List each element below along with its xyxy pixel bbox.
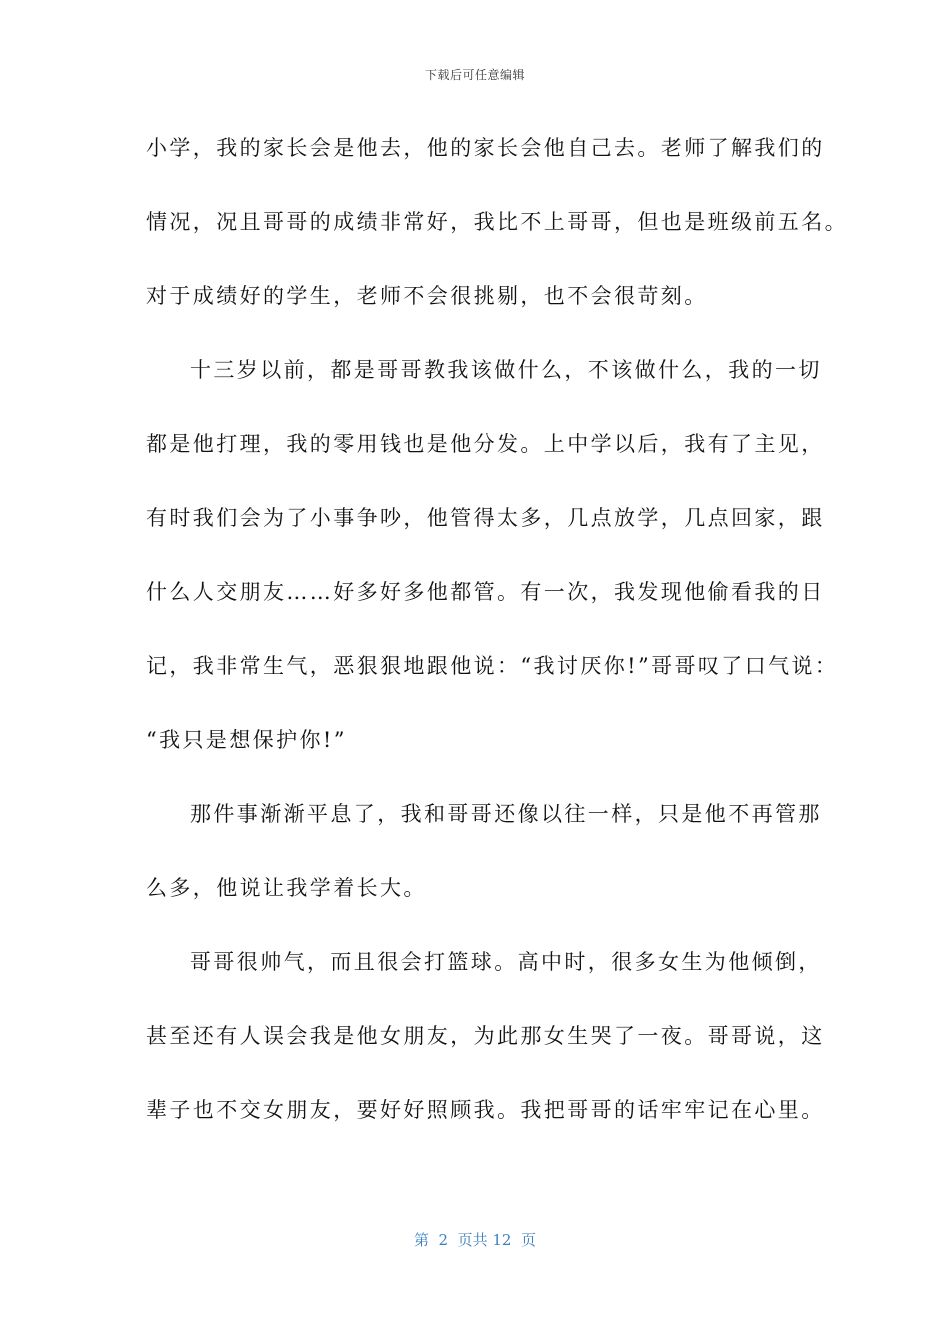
- text-line-7: 什么人交朋友……好多好多他都管。有一次，我发现他偷看我的日: [146, 580, 825, 604]
- text-line-4: 十三岁以前，都是哥哥教我该做什么，不该做什么，我的一切: [190, 358, 822, 382]
- page-header: 下载后可任意编辑: [424, 68, 525, 82]
- document-body: [146, 128, 848, 1164]
- text-line-8: 记，我非常生气，恶狠狠地跟他说：“我讨厌你!”哥哥叹了口气说：: [146, 654, 839, 678]
- text-line-2: 情况，况且哥哥的成绩非常好，我比不上哥哥，但也是班级前五名。: [146, 210, 848, 234]
- text-line-11: 么多，他说让我学着长大。: [146, 876, 427, 900]
- text-line-1: 小学，我的家长会是他去，他的家长会他自己去。老师了解我们的: [146, 136, 825, 160]
- text-line-14: 辈子也不交女朋友，要好好照顾我。我把哥哥的话牢牢记在心里。: [146, 1098, 825, 1122]
- text-line-9: “我只是想保护你!”: [146, 728, 347, 752]
- text-line-5: 都是他打理，我的零用钱也是他分发。上中学以后，我有了主见，: [146, 432, 825, 456]
- page-number-footer: 第 2 页共 12 页: [413, 1231, 536, 1249]
- text-line-13: 甚至还有人误会我是他女朋友，为此那女生哭了一夜。哥哥说，这: [146, 1024, 825, 1048]
- text-line-12: 哥哥很帅气，而且很会打篮球。高中时，很多女生为他倾倒，: [190, 950, 822, 974]
- text-line-3: 对于成绩好的学生，老师不会很挑剔，也不会很苛刻。: [146, 284, 708, 308]
- text-line-10: 那件事渐渐平息了，我和哥哥还像以往一样，只是他不再管那: [190, 802, 822, 826]
- text-line-6: 有时我们会为了小事争吵，他管得太多，几点放学，几点回家，跟: [146, 506, 825, 530]
